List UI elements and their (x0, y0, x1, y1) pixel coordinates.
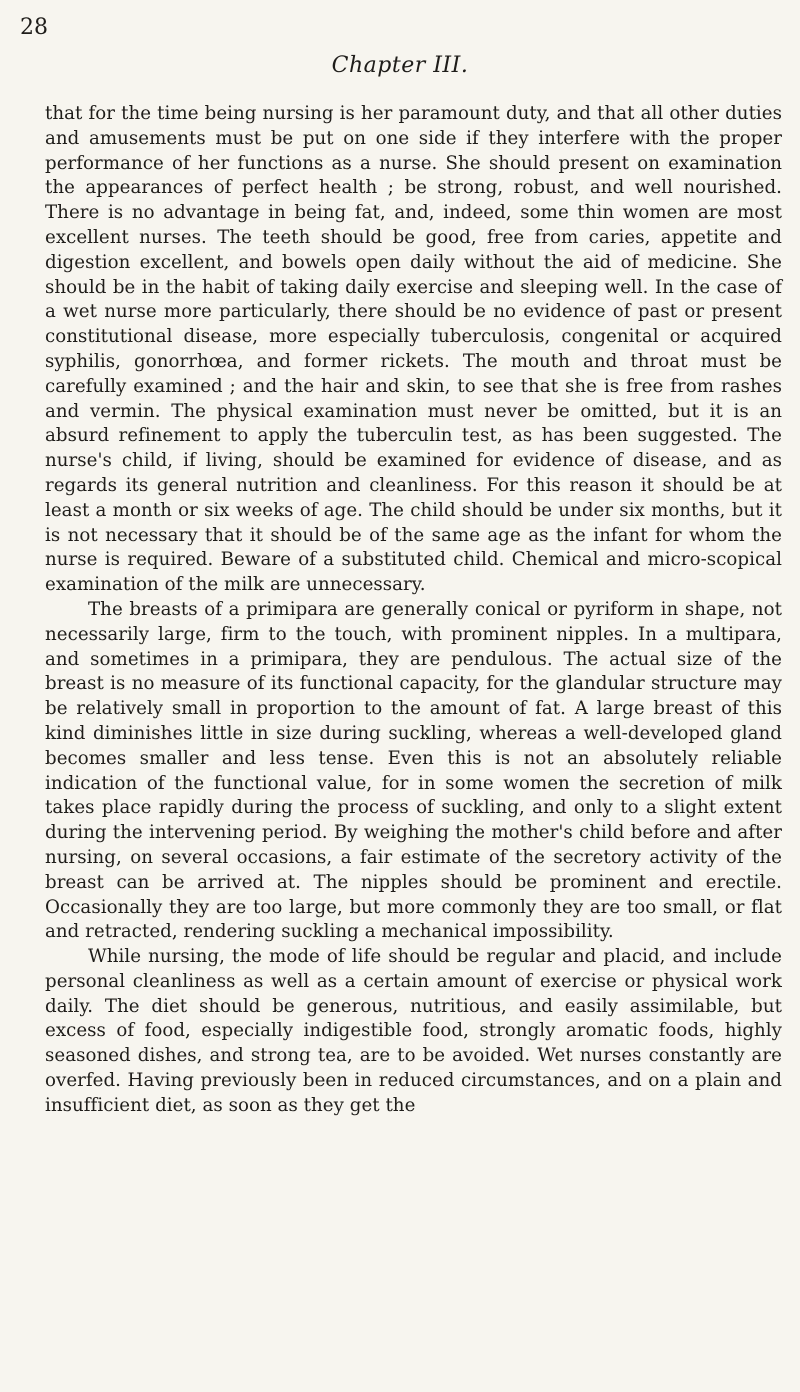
running-title: Chapter III. (331, 53, 469, 78)
page-number: 28 (20, 15, 48, 40)
paragraph-continuation: that for the time being nursing is her paramount duty, and that all other duties and amusements must be put on one side if they interfere with the proper performance of her functions as a nurse. She should present on examination the appearances of perfect health ; be strong, robust, and well nourished. There is no advantage in being fat, and, indeed, some thin women are most excellent nurses. The teeth should be good, free from caries, appetite and digestion excellent, and bowels open daily without the aid of medicine. She should be in the habit of taking daily exercise and sleeping well. In the case of a wet nurse more particularly, there should be no evidence of past or present constitutional disease, more especially tuberculosis, congenital or acquired syphilis, gonorrhœa, and former rickets. The mouth and throat must be carefully examined ; and the hair and skin, to see that she is free from rashes and vermin. The physical examination must never be omitted, but it is an absurd refinement to apply the tuberculin test, as has been suggested. The nurse's child, if living, should be examined for evidence of disease, and as regards its general nutrition and cleanliness. For this reason it should be at least a month or six weeks of age. The child should be under six months, but it is not necessary that it should be of the same age as the infant for whom the nurse is required. Beware of a substituted child. Chemical and micro-scopical examination of the milk are unnecessary. (45, 103, 782, 596)
paragraph-nursing-life: While nursing, the mode of life should be regular and placid, and include personal cleanliness as well as a certain amount of exercise or physical work daily. The diet should be generous, nutritious, and easily assimilable, but excess of food, especially indigestible food, strongly aromatic foods, highly seasoned dishes, and strong tea, are to be avoided. Wet nurses constantly are overfed. Having previously been in reduced circumstances, and on a plain and insufficient diet, as soon as they get the (45, 946, 782, 1116)
body-text (45, 102, 782, 1119)
paragraph-breasts: The breasts of a primipara are generally conical or pyriform in shape, not necessarily large, firm to the touch, with prominent nipples. In a multipara, and sometimes in a primipara, they are pendulous. The actual size of the breast is no measure of its functional capacity, for the glandular structure may be relatively small in proportion to the amount of fat. A large breast of this kind diminishes little in size during suckling, whereas a well-developed gland becomes smaller and less tense. Even this is not an absolutely reliable indication of the functional value, for in some women the secretion of milk takes place rapidly during the process of suckling, and only to a slight extent during the intervening period. By weighing the mother's child before and after nursing, on several occasions, a fair estimate of the secretory activity of the breast can be arrived at. The nipples should be prominent and erectile. Occasionally they are too large, but more commonly they are too small, or flat and retracted, rendering suckling a mechanical impossibility. (45, 598, 782, 943)
